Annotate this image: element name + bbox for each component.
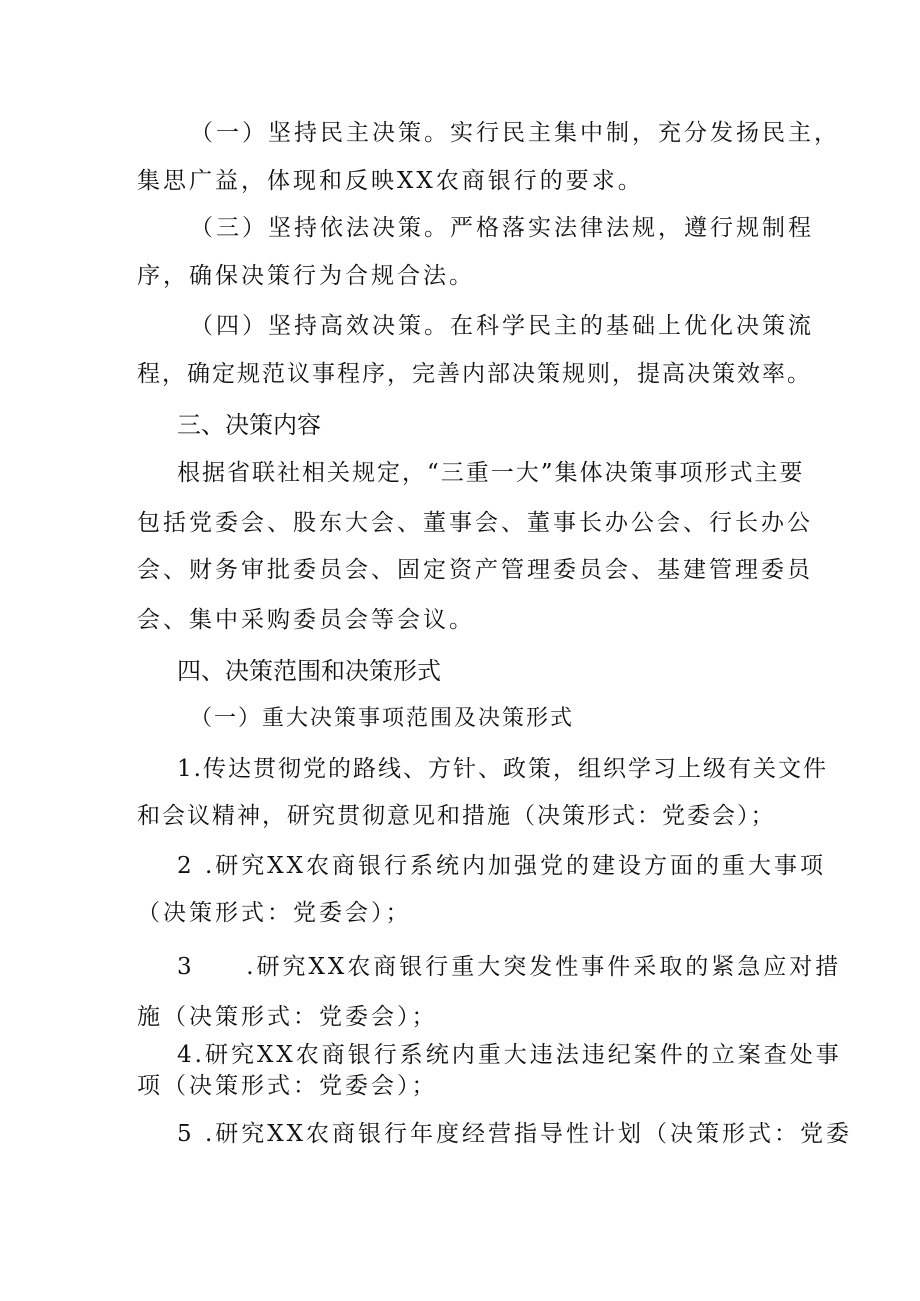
paragraph-line: （四）坚持高效决策。在科学民主的基础上优化决策流 xyxy=(190,313,814,339)
paragraph-line: （一）坚持民主决策。实行民主集中制，充分发扬民主， xyxy=(190,120,840,146)
list-item-line: 2 .研究XX农商银行系统内加强党的建设方面的重大事项 xyxy=(177,853,827,879)
paragraph-line: 会、财务审批委员会、固定资产管理委员会、基建管理委员 xyxy=(137,557,813,583)
list-item-line: 1.传达贯彻党的路线、方针、政策，组织学习上级有关文件 xyxy=(177,756,828,782)
section-heading: 三、决策内容 xyxy=(177,411,321,439)
paragraph-line: 会、集中采购委员会等会议。 xyxy=(137,607,475,633)
paragraph-line: 集思广益，体现和反映XX农商银行的要求。 xyxy=(137,168,644,194)
list-item-line: 5 .研究XX农商银行年度经营指导性计划（决策形式：党委 xyxy=(177,1121,853,1147)
subsection-heading: （一）重大决策事项范围及决策形式 xyxy=(190,706,575,731)
list-item-line: 4.研究XX农商银行系统内重大违法违纪案件的立案查处事 xyxy=(177,1042,842,1068)
paragraph-line: 包括党委会、股东大会、董事会、董事长办公会、行长办公 xyxy=(137,510,813,536)
paragraph-line: 序，确保决策行为合规合法。 xyxy=(137,263,475,289)
paragraph-line: （三）坚持依法决策。严格落实法律法规，遵行规制程 xyxy=(190,215,814,241)
list-item-line: （决策形式：党委会）； xyxy=(137,900,412,926)
paragraph-line: 根据省联社相关规定，“三重一大”集体决策事项形式主要 xyxy=(177,460,805,486)
list-item-line: 3 .研究XX农商银行重大突发性事件采取的紧急应对措 xyxy=(177,954,842,980)
list-item-line: 和会议精神，研究贯彻意见和措施（决策形式：党委会）； xyxy=(137,803,776,829)
list-item-line: 施（决策形式：党委会）； xyxy=(137,1004,438,1030)
paragraph-line: 程，确定规范议事程序，完善内部决策规则，提高决策效率。 xyxy=(137,361,812,387)
list-item-line: 项（决策形式：党委会）； xyxy=(137,1073,438,1099)
section-heading: 四、决策范围和决策形式 xyxy=(177,657,441,685)
